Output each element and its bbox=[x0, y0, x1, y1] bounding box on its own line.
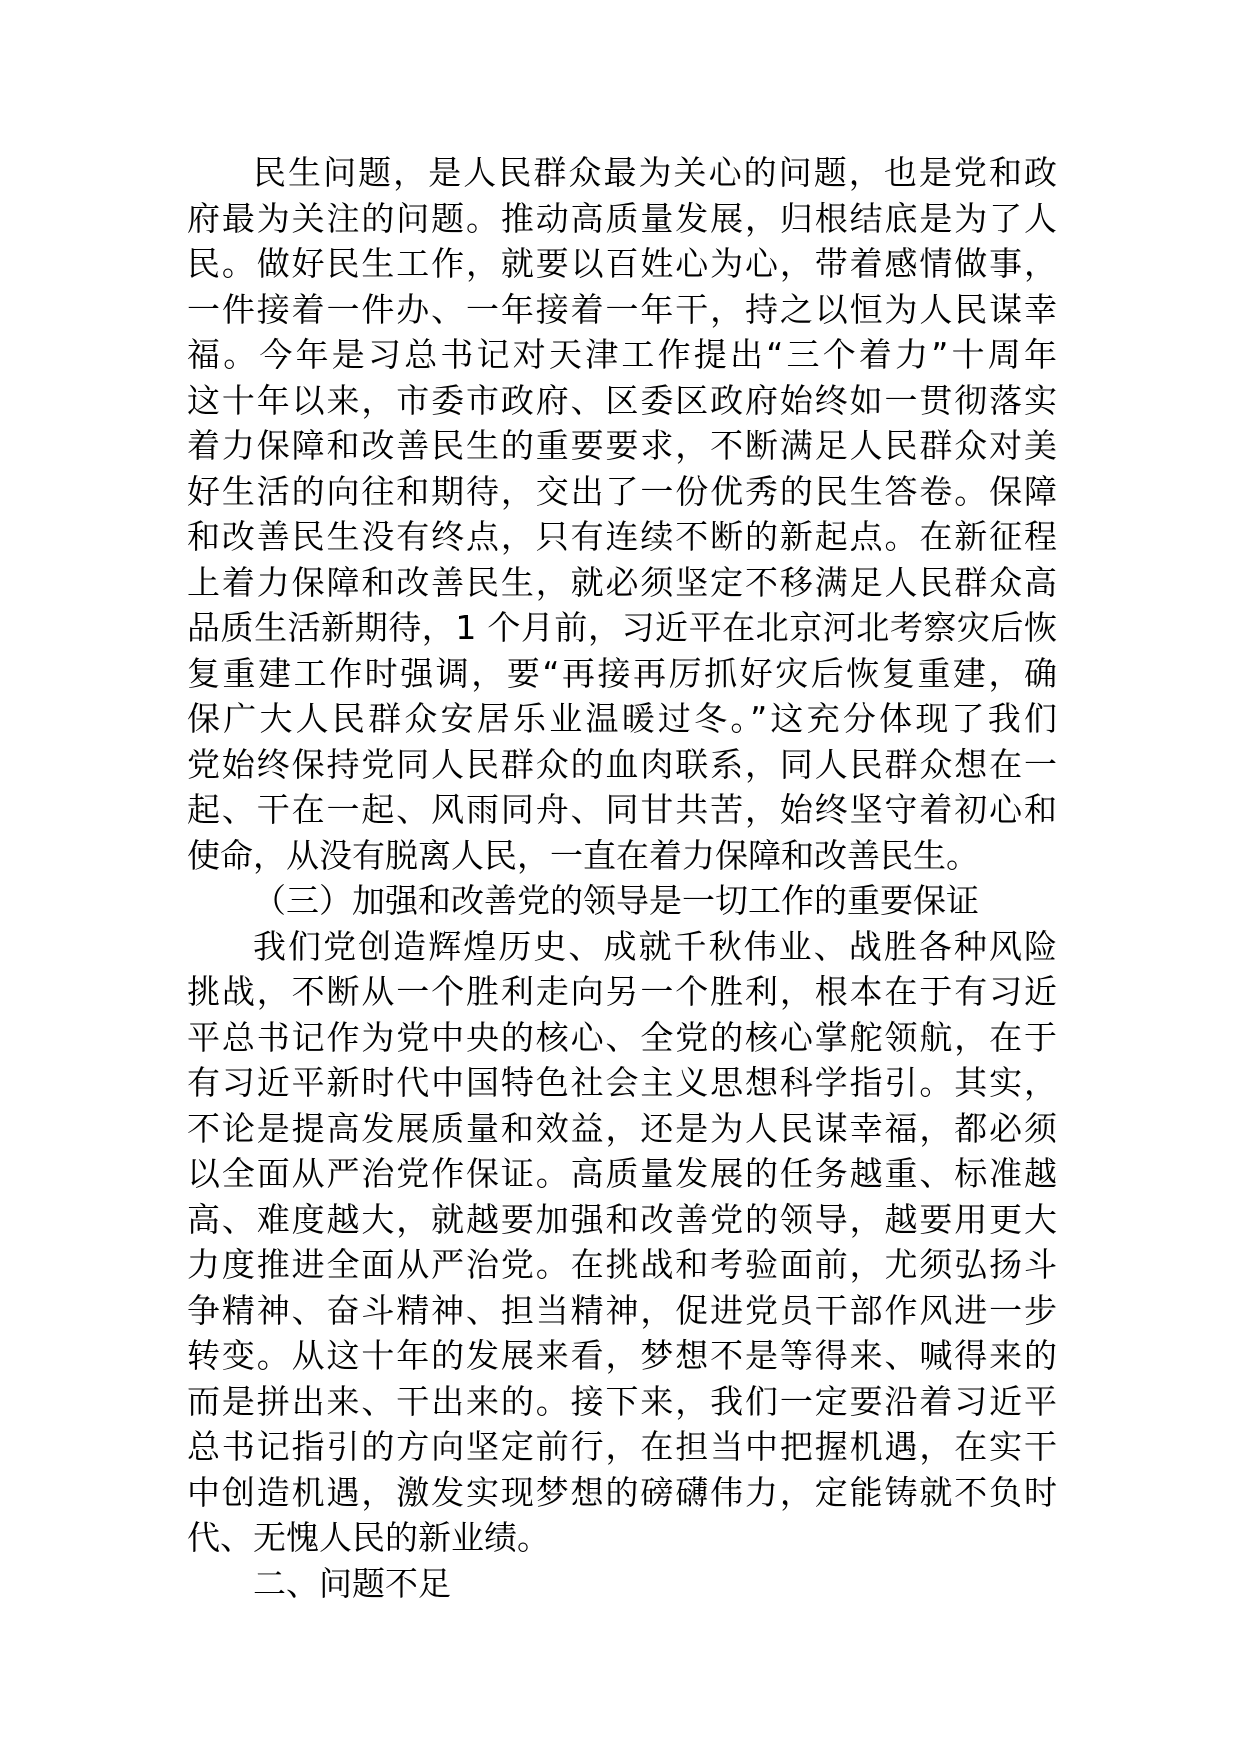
text-line: 上着力保障和改善民生，就必须坚定不移满足人民群众高 bbox=[187, 562, 1057, 602]
paragraph-party-leadership bbox=[187, 924, 1057, 1561]
text-line: 有习近平新时代中国特色社会主义思想科学指引。其实， bbox=[187, 1063, 1057, 1102]
text-line: 而是拼出来、干出来的。接下来，我们一定要沿着习近平 bbox=[187, 1381, 1057, 1421]
text-line: 代、无愧人民的新业绩。 bbox=[187, 1518, 550, 1557]
text-line: 党始终保持党同人民群众的血肉联系，同人民群众想在一 bbox=[187, 744, 1057, 784]
section-heading-problems bbox=[187, 1561, 1057, 1607]
text-line: 起、干在一起、风雨同舟、同甘共苦，始终坚守着初心和 bbox=[187, 790, 1057, 829]
text-line: 着力保障和改善民生的重要要求，不断满足人民群众对美 bbox=[187, 426, 1057, 465]
text-line: 以全面从严治党作保证。高质量发展的任务越重、标准越 bbox=[187, 1154, 1057, 1193]
text-line: 福。今年是习总书记对天津工作提出“三个着力”十周年 bbox=[187, 335, 1057, 374]
text-line: 民生问题，是人民群众最为关心的问题，也是党和政 bbox=[253, 153, 1057, 192]
text-line: 不论是提高发展质量和效益，还是为人民谋幸福，都必须 bbox=[187, 1108, 1057, 1148]
text-line: 我们党创造辉煌历史、成就千秋伟业、战胜各种风险 bbox=[253, 926, 1057, 966]
text-line: 一件接着一件办、一年接着一年干，持之以恒为人民谋幸 bbox=[187, 289, 1057, 329]
text-line: 高、难度越大，就越要加强和改善党的领导，越要用更大 bbox=[187, 1199, 1057, 1239]
text-line: 中创造机遇，激发实现梦想的磅礴伟力，定能铸就不负时 bbox=[187, 1472, 1057, 1512]
section-heading-party-leadership bbox=[187, 878, 1057, 924]
text-line: 和改善民生没有终点，只有连续不断的新起点。在新征程 bbox=[187, 517, 1057, 556]
text-line: 平总书记作为党中央的核心、全党的核心掌舵领航，在于 bbox=[187, 1017, 1057, 1057]
text-line: 力度推进全面从严治党。在挑战和考验面前，尤须弘扬斗 bbox=[187, 1245, 1057, 1284]
paragraph-livelihood bbox=[187, 150, 1057, 878]
text-line: 转变。从这十年的发展来看，梦想不是等得来、喊得来的 bbox=[187, 1336, 1057, 1375]
text-line: 府最为关注的问题。推动高质量发展，归根结底是为了人 bbox=[187, 198, 1057, 238]
text-line: 总书记指引的方向坚定前行，在担当中把握机遇，在实干 bbox=[187, 1427, 1057, 1466]
text-line: 品质生活新期待，1 个月前，习近平在北京河北考察灾后恢 bbox=[187, 608, 1057, 647]
text-line: 这十年以来，市委市政府、区委区政府始终如一贯彻落实 bbox=[187, 380, 1057, 420]
text-line: 好生活的向往和期待，交出了一份优秀的民生答卷。保障 bbox=[187, 471, 1057, 511]
text-line: 挑战，不断从一个胜利走向另一个胜利，根本在于有习近 bbox=[187, 972, 1057, 1011]
text-line: 使命，从没有脱离人民，一直在着力保障和改善民生。 bbox=[187, 835, 979, 875]
text-line: 民。做好民生工作，就要以百姓心为心，带着感情做事， bbox=[187, 244, 1057, 283]
text-line: 争精神、奋斗精神、担当精神，促进党员干部作风进一步 bbox=[187, 1290, 1057, 1330]
text-line: 保广大人民群众安居乐业温暖过冬。”这充分体现了我们 bbox=[187, 699, 1057, 738]
document-body bbox=[187, 150, 1057, 1606]
text-line: 复重建工作时强调，要“再接再厉抓好灾后恢复重建，确 bbox=[187, 653, 1057, 693]
text-line: 二、问题不足 bbox=[253, 1563, 451, 1603]
text-line: （三）加强和改善党的领导是一切工作的重要保证 bbox=[253, 881, 979, 920]
